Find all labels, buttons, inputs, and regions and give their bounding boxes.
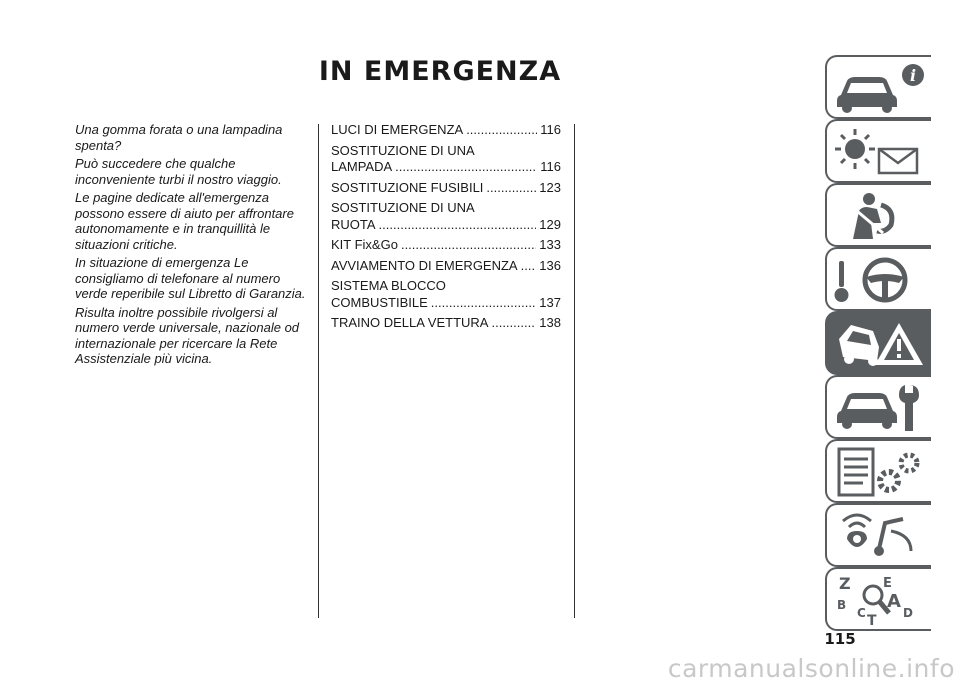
toc-leader-dots — [466, 122, 537, 139]
toc-page-number: 116 — [540, 122, 561, 137]
table-of-contents — [331, 122, 561, 336]
toc-entry[interactable] — [331, 278, 561, 311]
toc-entry[interactable] — [331, 180, 561, 197]
index-letter: C — [857, 606, 866, 620]
toc-entry-title: COMBUSTIBILE — [331, 294, 428, 310]
watermark: carmanualsonline.info — [667, 654, 955, 683]
intro-paragraph: Può succedere che qualche inconveniente turbi il nostro viaggio. — [75, 156, 282, 187]
multimedia-icon — [833, 509, 925, 563]
car-maintenance-wrench-icon — [833, 381, 925, 435]
toc-leader-dots — [379, 217, 537, 234]
tab-warning-lights[interactable] — [825, 119, 931, 183]
tab-maintenance[interactable] — [825, 375, 931, 439]
specs-gears-icon — [833, 445, 925, 499]
toc-page-number: 116 — [540, 159, 561, 174]
column-divider — [318, 124, 319, 618]
toc-entry-title: AVVIAMENTO DI EMERGENZA — [331, 257, 518, 273]
svg-text:i: i — [909, 66, 917, 85]
index-letter: B — [837, 598, 847, 612]
toc-page-number: 138 — [539, 315, 561, 330]
toc-leader-dots — [521, 258, 537, 275]
seat-airbag-icon — [833, 189, 925, 243]
toc-leader-dots — [486, 180, 536, 197]
toc-entry[interactable] — [331, 237, 561, 254]
toc-page-number: 136 — [539, 257, 561, 273]
intro-text — [75, 122, 315, 370]
toc-entry-title: RUOTA — [331, 216, 376, 232]
tab-safety[interactable] — [825, 183, 931, 247]
toc-entry-title-line: SOSTITUZIONE DI UNA — [331, 142, 475, 158]
toc-page-number: 137 — [539, 294, 561, 310]
toc-leader-dots — [491, 315, 536, 332]
emergency-car-warning-icon — [833, 317, 925, 371]
index-letter: D — [903, 606, 913, 620]
index-letter: A — [887, 591, 901, 612]
warning-lights-message-icon — [833, 125, 925, 179]
intro-paragraph: Una gomma forata o una lampadina spenta? — [75, 122, 283, 153]
page-number: 115 — [824, 630, 856, 648]
toc-entry[interactable] — [331, 122, 561, 139]
intro-paragraph: In situazione di emergenza Le consigliamo di telefonare al numero verde reperibile sul Libretto di Garanzia. — [75, 255, 306, 301]
tab-starting-driving[interactable] — [825, 247, 931, 311]
page-title: IN EMERGENZA — [318, 56, 562, 87]
column-divider — [574, 124, 575, 618]
toc-entry-title: LAMPADA — [331, 159, 393, 174]
toc-entry[interactable] — [331, 143, 561, 176]
toc-entry-title-line: SOSTITUZIONE DI UNA — [331, 200, 475, 215]
toc-entry[interactable] — [331, 315, 561, 332]
index-letter: Z — [839, 574, 851, 593]
intro-paragraph: Risulta inoltre possibile rivolgersi al numero verde universale, nazionale od internazionale per ricercare la Rete Assistenziale più vicina. — [75, 304, 300, 366]
toc-leader-dots — [401, 237, 536, 254]
toc-leader-dots — [431, 295, 537, 312]
toc-entry[interactable] — [331, 258, 561, 275]
car-info-icon — [833, 61, 925, 115]
toc-entry-title: TRAINO DELLA VETTURA — [331, 315, 489, 330]
toc-entry-title-line: SISTEMA BLOCCO — [331, 278, 446, 293]
toc-entry-title: LUCI DI EMERGENZA — [331, 122, 464, 137]
tab-technical-data[interactable] — [825, 439, 931, 503]
tab-index[interactable] — [825, 567, 931, 631]
toc-page-number: 123 — [539, 179, 561, 195]
toc-entry[interactable] — [331, 200, 561, 233]
toc-leader-dots — [395, 159, 537, 176]
toc-entry-title: KIT Fix&Go — [331, 237, 398, 252]
toc-page-number: 133 — [539, 237, 561, 252]
tab-car-info[interactable] — [825, 55, 931, 119]
toc-entry-title: SOSTITUZIONE FUSIBILI — [331, 179, 484, 195]
intro-paragraph: Le pagine dedicate all'emergenza possono essere di aiuto per affrontare autonomamente e in tranquillità le situazioni critiche. — [75, 190, 294, 252]
key-steering-wheel-icon — [833, 253, 925, 307]
index-letter: E — [883, 576, 892, 591]
tab-emergency[interactable] — [825, 311, 931, 375]
tab-multimedia[interactable] — [825, 503, 931, 567]
index-letters-icon — [833, 573, 925, 627]
index-letter: T — [867, 613, 877, 627]
toc-page-number: 129 — [539, 216, 561, 232]
